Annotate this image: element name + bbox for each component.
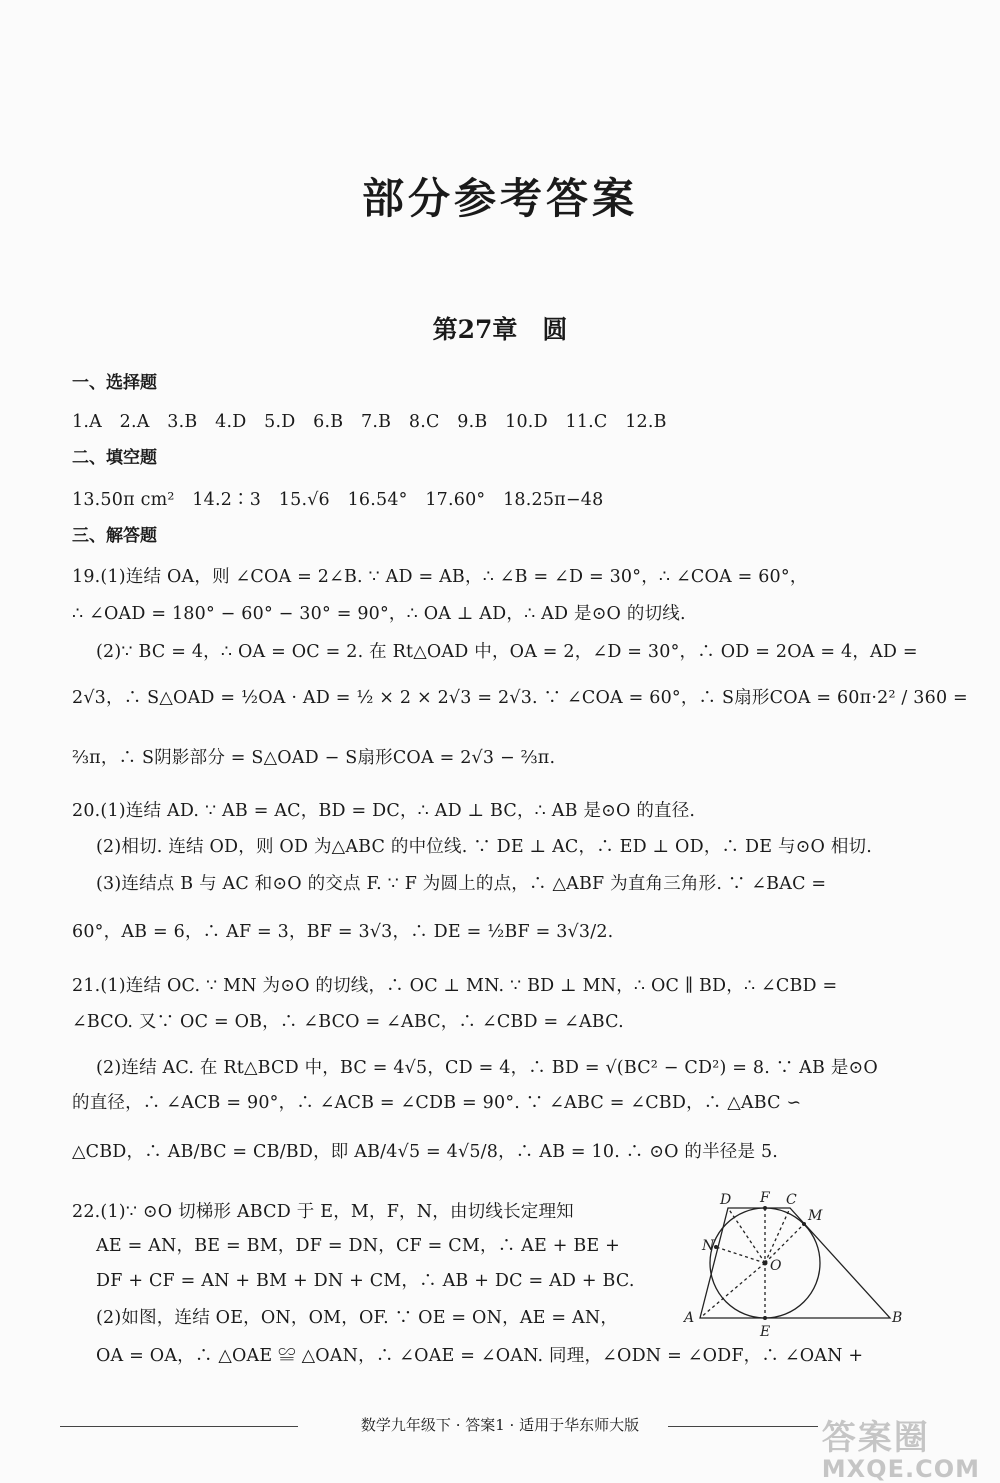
- watermark-text: 答案圈: [821, 1418, 930, 1458]
- q19-line: 2√3，∴ S△OAD = ½OA · AD = ½ × 2 × 2√3 = 2√3. ∵ ∠COA = 60°，∴ S扇形COA = 60π·2² / 360 =: [72, 688, 968, 708]
- q20-line: (3)连结点 B 与 AC 和⊙O 的交点 F. ∵ F 为圆上的点，∴ △ABF 为直角三角形. ∵ ∠BAC =: [96, 874, 827, 894]
- q22-line: (2)如图，连结 OE，ON，OM，OF. ∵ OE = ON，AE = AN，: [96, 1308, 619, 1328]
- q22-line: AE = AN，BE = BM，DF = DN，CF = CM，∴ AE + BE +: [96, 1236, 621, 1256]
- segment-od: [728, 1208, 765, 1263]
- q21-line: △CBD，∴ AB/BC = CB/BD，即 AB/4√5 = 4√5/8，∴ AB = 10. ∴ ⊙O 的半径是 5.: [72, 1142, 779, 1162]
- q22-line: 22.(1)∵ ⊙O 切梯形 ABCD 于 E，M，F，N，由切线长定理知: [72, 1202, 574, 1222]
- segment-oc: [765, 1208, 790, 1263]
- q21-line: (2)连结 AC. 在 Rt△BCD 中，BC = 4√5，CD = 4，∴ BD = √(BC² − CD²) = 8. ∵ AB 是⊙O: [96, 1058, 878, 1078]
- section-answer-heading: 三、解答题: [72, 526, 157, 546]
- page-title: 部分参考答案: [361, 174, 638, 223]
- q21-line: ∠BCO. 又∵ OC = OB，∴ ∠BCO = ∠ABC，∴ ∠CBD = ∠ABC.: [72, 1012, 624, 1032]
- q22-line: DF + CF = AN + BM + DN + CM，∴ AB + DC = AD + BC.: [96, 1271, 635, 1291]
- segment-on: [716, 1247, 765, 1263]
- q21-line: 21.(1)连结 OC. ∵ MN 为⊙O 的切线，∴ OC ⊥ MN. ∵ BD ⊥ MN，∴ OC ∥ BD，∴ ∠CBD =: [72, 976, 838, 996]
- watermark-logo: [822, 1410, 980, 1483]
- q19-line: ∴ ∠OAD = 180° − 60° − 30° = 90°，∴ OA ⊥ AD，∴ AD 是⊙O 的切线.: [72, 604, 686, 624]
- label-f: F: [760, 1190, 770, 1206]
- chapter-heading: 第27章 圆: [432, 315, 568, 344]
- page-footer: 数学九年级下 · 答案1 · 适用于华东师大版: [360, 1416, 640, 1434]
- label-e: E: [760, 1324, 771, 1340]
- section-choice-heading: 一、选择题: [72, 373, 157, 393]
- q20-line: 20.(1)连结 AD. ∵ AB = AC，BD = DC，∴ AD ⊥ BC，∴ AB 是⊙O 的直径.: [72, 801, 696, 821]
- label-a: A: [684, 1310, 695, 1326]
- segment-oa: [700, 1263, 765, 1318]
- trapezoid-abcd: [700, 1208, 890, 1318]
- fill-answers: 13.50π cm² 14.2∶3 15.√6 16.54° 17.60° 18.25π−48: [72, 490, 604, 510]
- label-n: N: [702, 1238, 715, 1254]
- q19-line: (2)∵ BC = 4，∴ OA = OC = 2. 在 Rt△OAD 中，OA = 2，∠D = 30°，∴ OD = 2OA = 4，AD =: [96, 642, 918, 662]
- q19-line: 19.(1)连结 OA，则 ∠COA = 2∠B. ∵ AD = AB，∴ ∠B = ∠D = 30°，∴ ∠COA = 60°，: [72, 567, 808, 587]
- label-o: O: [770, 1258, 782, 1274]
- q21-line: 的直径，∴ ∠ACB = 90°，∴ ∠ACB = ∠CDB = 90°. ∵ ∠ABC = ∠CBD，∴ △ABC ∽: [72, 1093, 802, 1113]
- choice-answers: 1.A 2.A 3.B 4.D 5.D 6.B 7.B 8.C 9.B 10.D 11.C 12.B: [72, 412, 667, 432]
- section-fill-heading: 二、填空题: [72, 448, 157, 468]
- label-d: D: [720, 1192, 732, 1208]
- q20-line: (2)相切. 连结 OD，则 OD 为△ABC 的中位线. ∵ DE ⊥ AC，∴ ED ⊥ OD，∴ DE 与⊙O 相切.: [96, 837, 872, 857]
- label-c: C: [786, 1192, 797, 1208]
- q19-line: ⅔π，∴ S阴影部分 = S△OAD − S扇形COA = 2√3 − ⅔π.: [72, 748, 556, 768]
- q20-line: 60°，AB = 6，∴ AF = 3，BF = 3√3，∴ DE = ½BF = 3√3/2.: [72, 922, 614, 942]
- q22-line: OA = OA，∴ △OAE ≌ △OAN，∴ ∠OAE = ∠OAN. 同理，∠ODN = ∠ODF，∴ ∠OAN +: [96, 1346, 864, 1366]
- watermark-url: MXQE.COM: [821, 1455, 980, 1483]
- label-m: M: [808, 1208, 823, 1224]
- trapezoid-circle-figure: [680, 1190, 910, 1340]
- label-b: B: [892, 1310, 903, 1326]
